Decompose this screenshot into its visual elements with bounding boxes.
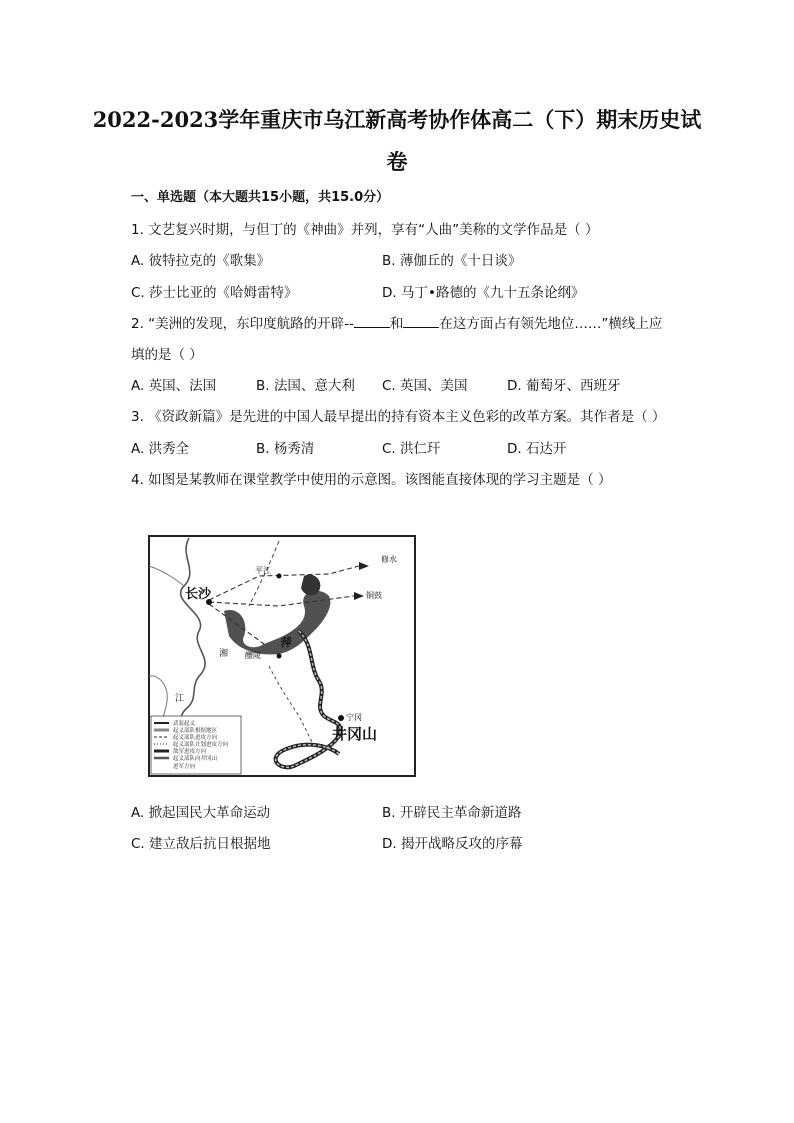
page-title-continued: 卷 [386,149,408,174]
question-2-stem [131,312,662,332]
legend-item: 进军方向 [173,764,196,770]
question-2-stem-part-2: 和 [389,316,404,332]
question-2-option-b[interactable]: B. 法国、意大利 [256,378,355,394]
answer-blank [354,315,390,328]
legend-item: 起义部队进攻方向 [173,735,218,741]
label-pingxiang: 萍 [281,636,292,649]
question-2-option-a[interactable]: A. 英国、法国 [131,378,217,394]
label-jinggangshan: 井冈山 [332,725,378,743]
question-3-option-a[interactable]: A. 洪秀全 [131,441,190,457]
legend-item: 起义部队计划进攻方向 [173,742,229,748]
question-1-option-d[interactable]: D. 马丁•路德的《九十五条论纲》 [382,285,585,301]
question-1-option-b[interactable]: B. 薄伽丘的《十日谈》 [382,253,522,269]
question-2-stem-line-2: 填的是（ ） [131,347,203,363]
legend-item: 敌军进攻方向 [173,749,207,755]
label-jiang: 江 [175,694,185,704]
question-2-stem-part-1: 2. “美洲的发现，东印度航路的开辟-- [131,316,354,332]
question-4-option-b[interactable]: B. 开辟民主革命新道路 [382,805,522,821]
town-marker-ninggang [338,715,344,721]
question-2-option-c[interactable]: C. 英国、美国 [382,378,468,394]
legend-item: 起义部队根据地区 [173,728,218,734]
label-tonggu: 铜鼓 [366,591,382,600]
question-2-stem-part-3: 在这方面占有领先地位……”横线上应 [439,316,663,332]
town-marker-liling [277,654,282,659]
label-liling: 醴陵 [245,651,261,660]
label-pingjiang: 平江 [255,566,271,575]
question-4-option-c[interactable]: C. 建立敌后抗日根据地 [131,836,271,852]
label-changsha: 长沙 [185,587,212,602]
question-2-option-d[interactable]: D. 葡萄牙、西班牙 [507,378,621,394]
autumn-harvest-uprising-map [129,526,417,778]
label-ninggang: 宁冈 [346,713,362,722]
question-1-option-a[interactable]: A. 彼特拉克的《歌集》 [131,253,271,269]
town-marker-pingjiang [277,574,282,579]
question-3-option-d[interactable]: D. 石达开 [507,441,567,457]
question-3-stem: 3. 《资政新篇》是先进的中国人最早提出的持有资本主义色彩的改革方案。其作者是（ ） [131,409,666,425]
legend-item: 起义部队向井冈山 [173,756,218,762]
label-xiang: 湘 [219,649,229,659]
question-1-stem: 1. 文艺复兴时期，与但丁的《神曲》并列，享有“人曲”美称的文学作品是（ ） [131,222,599,238]
question-4-option-a[interactable]: A. 掀起国民大革命运动 [131,805,271,821]
section-heading: 一、单选题（本大题共15小题，共15.0分） [131,190,390,205]
page-title: 2022-2023学年重庆市乌江新高考协作体高二（下）期末历史试 [92,107,702,132]
question-3-option-c[interactable]: C. 洪仁玕 [382,441,441,457]
question-4-option-d[interactable]: D. 揭开战略反攻的序幕 [382,836,523,852]
question-4-stem: 4. 如图是某教师在课堂教学中使用的示意图。该图能直接体现的学习主题是（ ） [131,472,612,488]
legend-item: 武装起义 [173,721,196,727]
label-xiushui: 修水 [381,555,397,564]
answer-blank [403,315,439,328]
question-3-option-b[interactable]: B. 杨秀清 [256,441,315,457]
question-1-option-c[interactable]: C. 莎士比亚的《哈姆雷特》 [131,285,298,301]
